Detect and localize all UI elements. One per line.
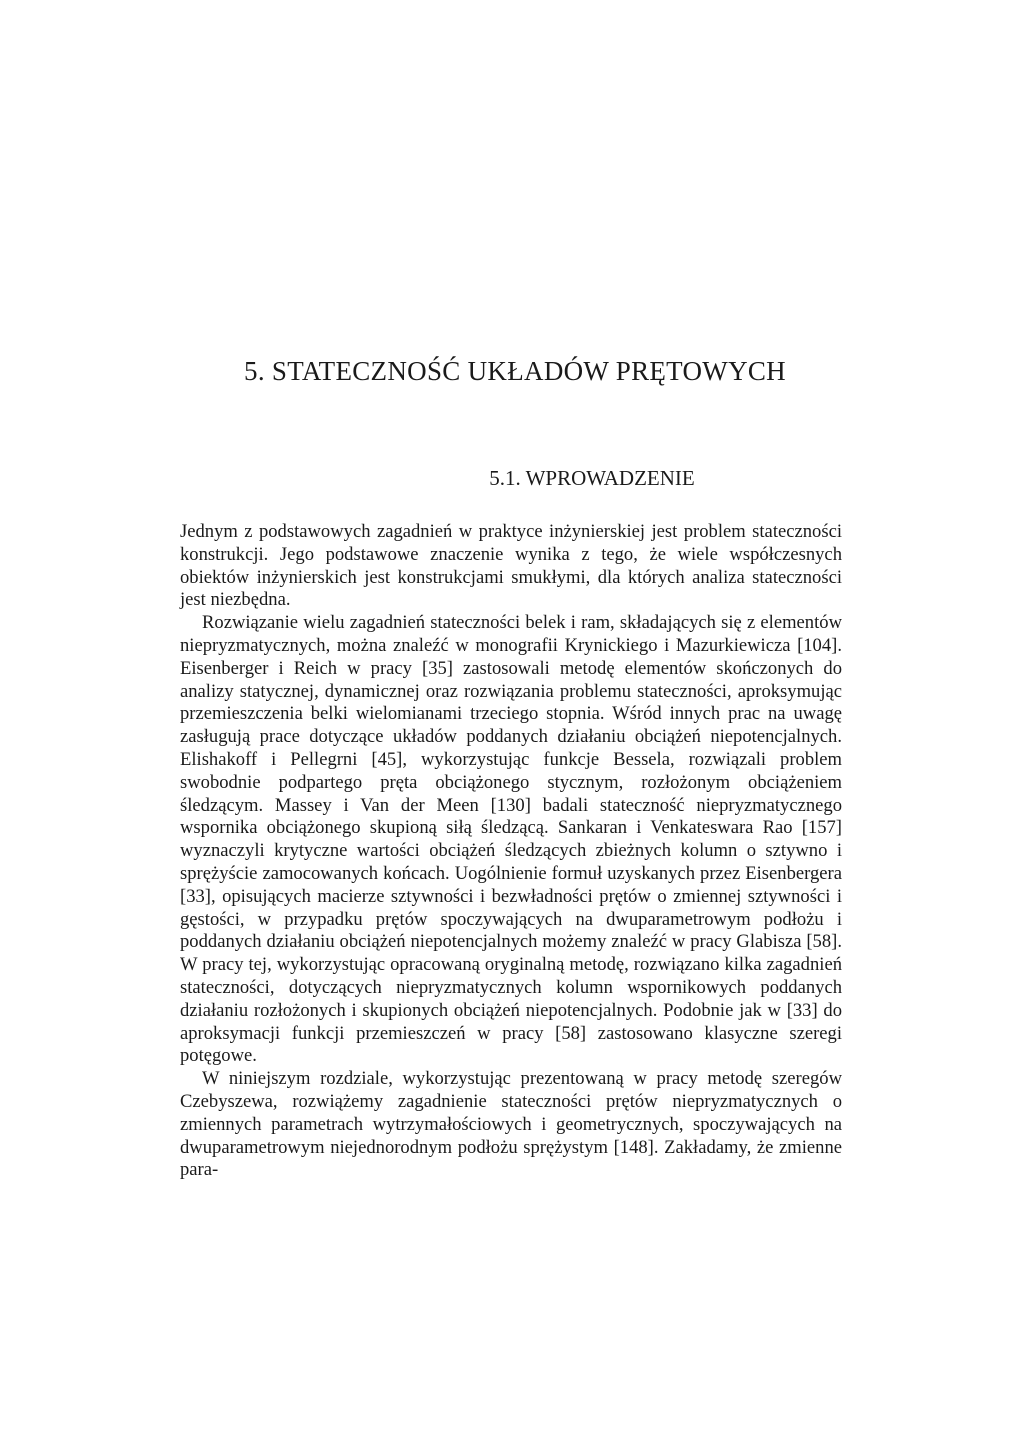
section-title: 5.1. WPROWADZENIE — [489, 466, 695, 490]
paragraph-intro: Jednym z podstawowych zagadnień w praktyce inżynierskiej jest problem stateczności konstrukcji. Jego podstawowe znaczenie wynika z tego, że wiele współczesnych obiektów inżynierskich jest konstrukcjami smukłymi, dla których analiza stateczności jest niezbędna. — [180, 521, 842, 611]
body-text — [180, 521, 842, 1182]
chapter-title: 5. STATECZNOŚĆ UKŁADÓW PRĘTOWYCH — [244, 356, 786, 386]
paragraph-chapter-scope: W niniejszym rozdziale, wykorzystując prezentowaną w pracy metodę szeregów Czebyszewa, rozwiążemy zagadnienie stateczności prętów niepryzmatycznych o zmiennych parametrach wytrzymałościowych i geometrycznych, spoczywających na dwuparametrowym niejednorodnym podłożu sprężystym [148]. Zakładamy, że zmienne para- — [180, 1068, 842, 1181]
paragraph-literature-review: Rozwiązanie wielu zagadnień stateczności belek i ram, składających się z elementów niepryzmatycznych, można znaleźć w monografii Krynickiego i Mazurkiewicza [104]. Eisenberger i Reich w pracy [35] zastosowali metodę elementów skończonych do analizy statycznej, dynamicznej oraz rozwiązania problemu stateczności, aproksymując przemieszczenia belki wielomianami trzeciego stopnia. Wśród innych prac na uwagę zasługują prace dotyczące układów poddanych działaniu obciążeń niepotencjalnych. Elishakoff i Pellegrni [45], wykorzystując funkcje Bessela, rozwiązali problem swobodnie podpartego pręta obciążonego stycznym, rozłożonym obciążeniem śledzącym. Massey i Van der Meen [130] badali stateczność niepryzmatycznego wspornika obciążonego skupioną siłą śledzącą. Sankaran i Venkateswara Rao [157] wyznaczyli krytyczne wartości obciążeń śledzących zbieżnych kolumn o sztywno i sprężyście zamocowanych końcach. Uogólnienie formuł uzyskanych przez Eisenbergera [33], opisujących macierze sztywności i bezwładności prętów o zmiennej sztywności i gęstości, w przypadku prętów spoczywających na dwuparametrowym podłożu i poddanych działaniu obciążeń niepotencjalnych możemy znaleźć w pracy Glabisza [58]. W pracy tej, wykorzystując opracowaną oryginalną metodę, rozwiązano kilka zagadnień stateczności, dotyczących niepryzmatycznych kolumn wspornikowych poddanych działaniu rozłożonych i skupionych obciążeń niepotencjalnych. Podobnie jak w [33] do aproksymacji funkcji przemieszczeń w pracy [58] zastosowano klasyczne szeregi potęgowe. — [180, 612, 842, 1067]
